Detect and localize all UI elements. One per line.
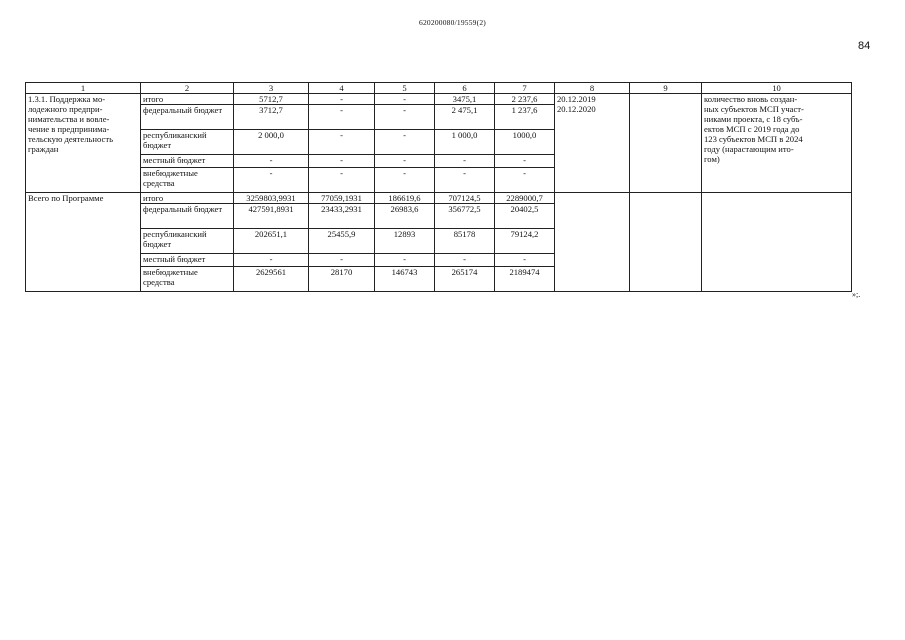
cell-value: 2189474 (495, 267, 555, 292)
expected-result: количество вновь создан- ных субъектов МСП участ- никами проекта, с 18 субъ- ектов МСП с 2019 года до 123 субъектов МСП в 2024 году (нарастающим ито- гом) (702, 94, 852, 193)
cell-value: 1 000,0 (435, 130, 495, 155)
cell-value: - (309, 254, 375, 267)
column-number: 8 (555, 83, 630, 94)
table-row (26, 193, 852, 204)
cell-value: 26983,6 (375, 204, 435, 229)
cell-value: - (495, 168, 555, 193)
execution-dates (555, 193, 630, 292)
expected-result (702, 193, 852, 292)
table-row (26, 94, 852, 105)
cell-value: 1 237,6 (495, 105, 555, 130)
cell-value: - (234, 168, 309, 193)
cell-value: 186619,6 (375, 193, 435, 204)
cell-value: 3475,1 (435, 94, 495, 105)
cell-value: - (435, 155, 495, 168)
column-number: 9 (630, 83, 702, 94)
cell-value: 12893 (375, 229, 435, 254)
funding-source: федеральный бюджет (141, 105, 234, 130)
column-9-cell (630, 193, 702, 292)
cell-value: 707124,5 (435, 193, 495, 204)
column-number: 1 (26, 83, 141, 94)
column-number: 2 (141, 83, 234, 94)
cell-value: 427591,8931 (234, 204, 309, 229)
cell-value: - (234, 155, 309, 168)
cell-value: 3259803,9931 (234, 193, 309, 204)
column-number: 5 (375, 83, 435, 94)
column-number: 6 (435, 83, 495, 94)
cell-value: 85178 (435, 229, 495, 254)
cell-value: - (375, 155, 435, 168)
cell-value: - (234, 254, 309, 267)
cell-value: 77059,1931 (309, 193, 375, 204)
cell-value: - (375, 130, 435, 155)
cell-value: - (309, 130, 375, 155)
column-number: 7 (495, 83, 555, 94)
cell-value: - (309, 94, 375, 105)
activity-title: 1.3.1. Поддержка мо- лодежного предпри- нимательства и вовле- чение в предпринима- тельскую деятельность граждан (26, 94, 141, 193)
program-total-title: Всего по Программе (26, 193, 141, 292)
cell-value: 202651,1 (234, 229, 309, 254)
cell-value: 25455,9 (309, 229, 375, 254)
cell-value: 1000,0 (495, 130, 555, 155)
cell-value: 28170 (309, 267, 375, 292)
funding-source: внебюджетные средства (141, 267, 234, 292)
cell-value: - (495, 155, 555, 168)
cell-value: 356772,5 (435, 204, 495, 229)
cell-value: - (495, 254, 555, 267)
cell-value: - (435, 168, 495, 193)
closing-quote-mark: »;. (852, 290, 861, 299)
funding-source: местный бюджет (141, 155, 234, 168)
page-number: 84 (858, 40, 871, 52)
cell-value: 2629561 (234, 267, 309, 292)
funding-source: республиканский бюджет (141, 229, 234, 254)
cell-value: - (375, 105, 435, 130)
funding-source: республиканский бюджет (141, 130, 234, 155)
cell-value: 2 000,0 (234, 130, 309, 155)
cell-value: 2289000,7 (495, 193, 555, 204)
cell-value: - (309, 155, 375, 168)
cell-value: 265174 (435, 267, 495, 292)
funding-source: внебюджетные средства (141, 168, 234, 193)
cell-value: - (375, 254, 435, 267)
funding-source: итого (141, 193, 234, 204)
cell-value: - (435, 254, 495, 267)
funding-source: итого (141, 94, 234, 105)
cell-value: 3712,7 (234, 105, 309, 130)
cell-value: 5712,7 (234, 94, 309, 105)
cell-value: - (375, 94, 435, 105)
column-number: 10 (702, 83, 852, 94)
funding-source: местный бюджет (141, 254, 234, 267)
document-code: 620200080/19559(2) (419, 18, 486, 27)
cell-value: 23433,2931 (309, 204, 375, 229)
program-funding-table (25, 82, 852, 292)
cell-value: 2 237,6 (495, 94, 555, 105)
cell-value: - (375, 168, 435, 193)
cell-value: 2 475,1 (435, 105, 495, 130)
cell-value: 79124,2 (495, 229, 555, 254)
execution-dates: 20.12.2019 20.12.2020 (555, 94, 630, 193)
column-9-cell (630, 94, 702, 193)
cell-value: 20402,5 (495, 204, 555, 229)
column-number: 4 (309, 83, 375, 94)
column-number-row (26, 83, 852, 94)
cell-value: 146743 (375, 267, 435, 292)
funding-source: федеральный бюджет (141, 204, 234, 229)
cell-value: - (309, 168, 375, 193)
cell-value: - (309, 105, 375, 130)
column-number: 3 (234, 83, 309, 94)
